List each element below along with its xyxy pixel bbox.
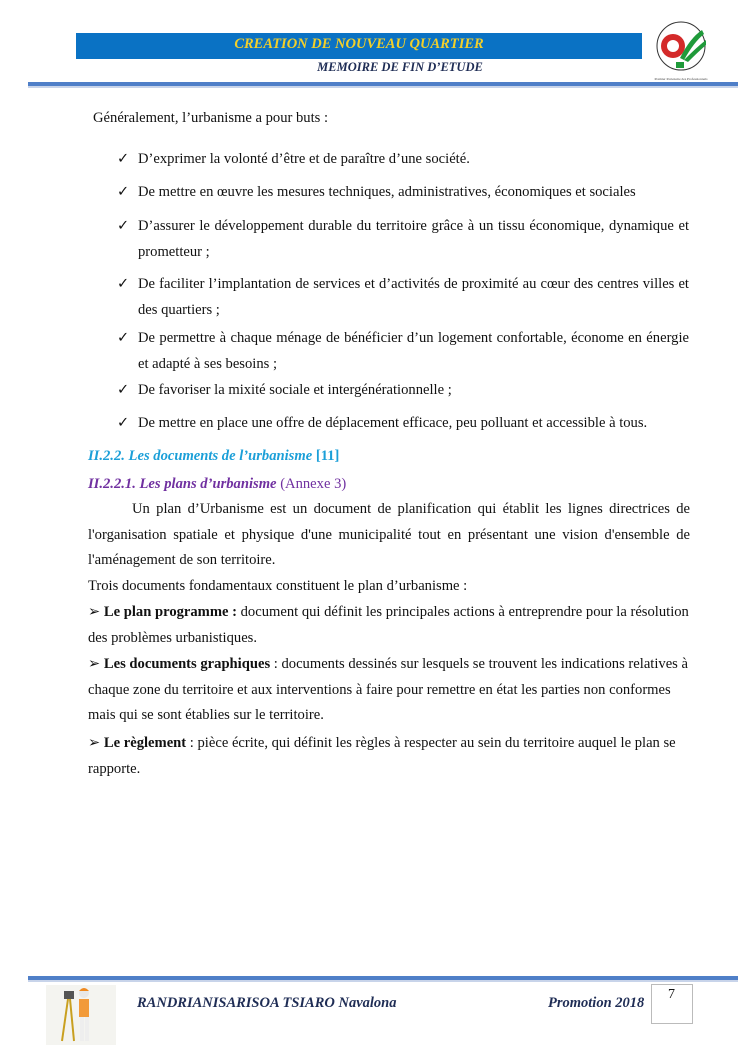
- intro-text: Généralement, l’urbanisme a pour buts :: [93, 110, 329, 126]
- arrow-icon: ➢: [88, 735, 101, 751]
- section-heading: II.2.2. Les documents de l’urbanisme [11]: [88, 448, 340, 464]
- goal-item: ✓ De mettre en œuvre les mesures techniques, administratives, économiques et sociales: [117, 180, 689, 206]
- svg-text:Premier Partenaire des Profess: Premier Partenaire des Professionnels: [654, 77, 708, 81]
- check-icon: ✓: [117, 184, 130, 200]
- check-icon: ✓: [117, 415, 130, 431]
- school-logo: [640, 18, 722, 84]
- surveyor-illustration: [46, 985, 116, 1045]
- footer-author: RANDRIANISARISOA TSIARO Navalona: [137, 995, 397, 1011]
- footer-promotion: Promotion 2018: [548, 995, 645, 1011]
- docs-intro: Trois documents fondamentaux constituent le plan d’urbanisme :: [88, 578, 468, 594]
- check-icon: ✓: [117, 382, 130, 398]
- body-paragraph: Un plan d’Urbanisme est un document de planification qui établit les lignes directrices de l'organisation spatiale et physique d'une municipalité tout en présentant une vision d'ensemble de l'aménagement de son territoire.: [88, 501, 690, 568]
- goal-item: ✓ De permettre à chaque ménage de bénéficier d’un logement confortable, économe en énergie et adapté à ses besoins ;: [117, 326, 689, 377]
- footer-rule: [28, 976, 738, 982]
- check-icon: ✓: [117, 330, 130, 346]
- doc-item: ➢ Le règlement : pièce écrite, qui définit les règles à respecter au sein du territoire auquel le plan se rapporte.: [88, 735, 676, 777]
- check-icon: ✓: [117, 218, 130, 234]
- arrow-icon: ➢: [88, 604, 101, 620]
- page-number-box: [651, 984, 693, 1024]
- header-subtitle: MEMOIRE DE FIN D’ETUDE: [317, 60, 483, 74]
- subsection-heading: II.2.2.1. Les plans d’urbanisme (Annexe 3): [88, 476, 347, 492]
- goal-item: ✓ De faciliter l’implantation de services et d’activités de proximité au cœur des centres villes et des quartiers ;: [117, 272, 689, 323]
- doc-item: ➢ Le plan programme : document qui définit les principales actions à entreprendre pour la résolution des problèmes urbanistiques.: [88, 604, 689, 646]
- header-title: CREATION DE NOUVEAU QUARTIER: [234, 36, 484, 52]
- header-rule: [28, 82, 738, 88]
- arrow-icon: ➢: [88, 656, 101, 672]
- page-number: 7: [668, 987, 675, 1002]
- doc-item: ➢ Les documents graphiques : documents dessinés sur lesquels se trouvent les indications relatives à chaque zone du territoire et aux interventions à faire pour remettre en état les parties non conformes mais qui se sont établies sur le territoire.: [88, 656, 688, 723]
- check-icon: ✓: [117, 151, 130, 167]
- goal-item: ✓ D’assurer le développement durable du territoire grâce à un tissu économique, dynamique et prometteur ;: [117, 214, 689, 265]
- goal-item: ✓ De favoriser la mixité sociale et intergénérationnelle ;: [117, 378, 689, 404]
- goal-item: ✓ D’exprimer la volonté d’être et de paraître d’une société.: [117, 147, 689, 173]
- check-icon: ✓: [117, 276, 130, 292]
- goal-item: ✓ De mettre en place une offre de déplacement efficace, peu polluant et accessible à tous.: [117, 411, 689, 437]
